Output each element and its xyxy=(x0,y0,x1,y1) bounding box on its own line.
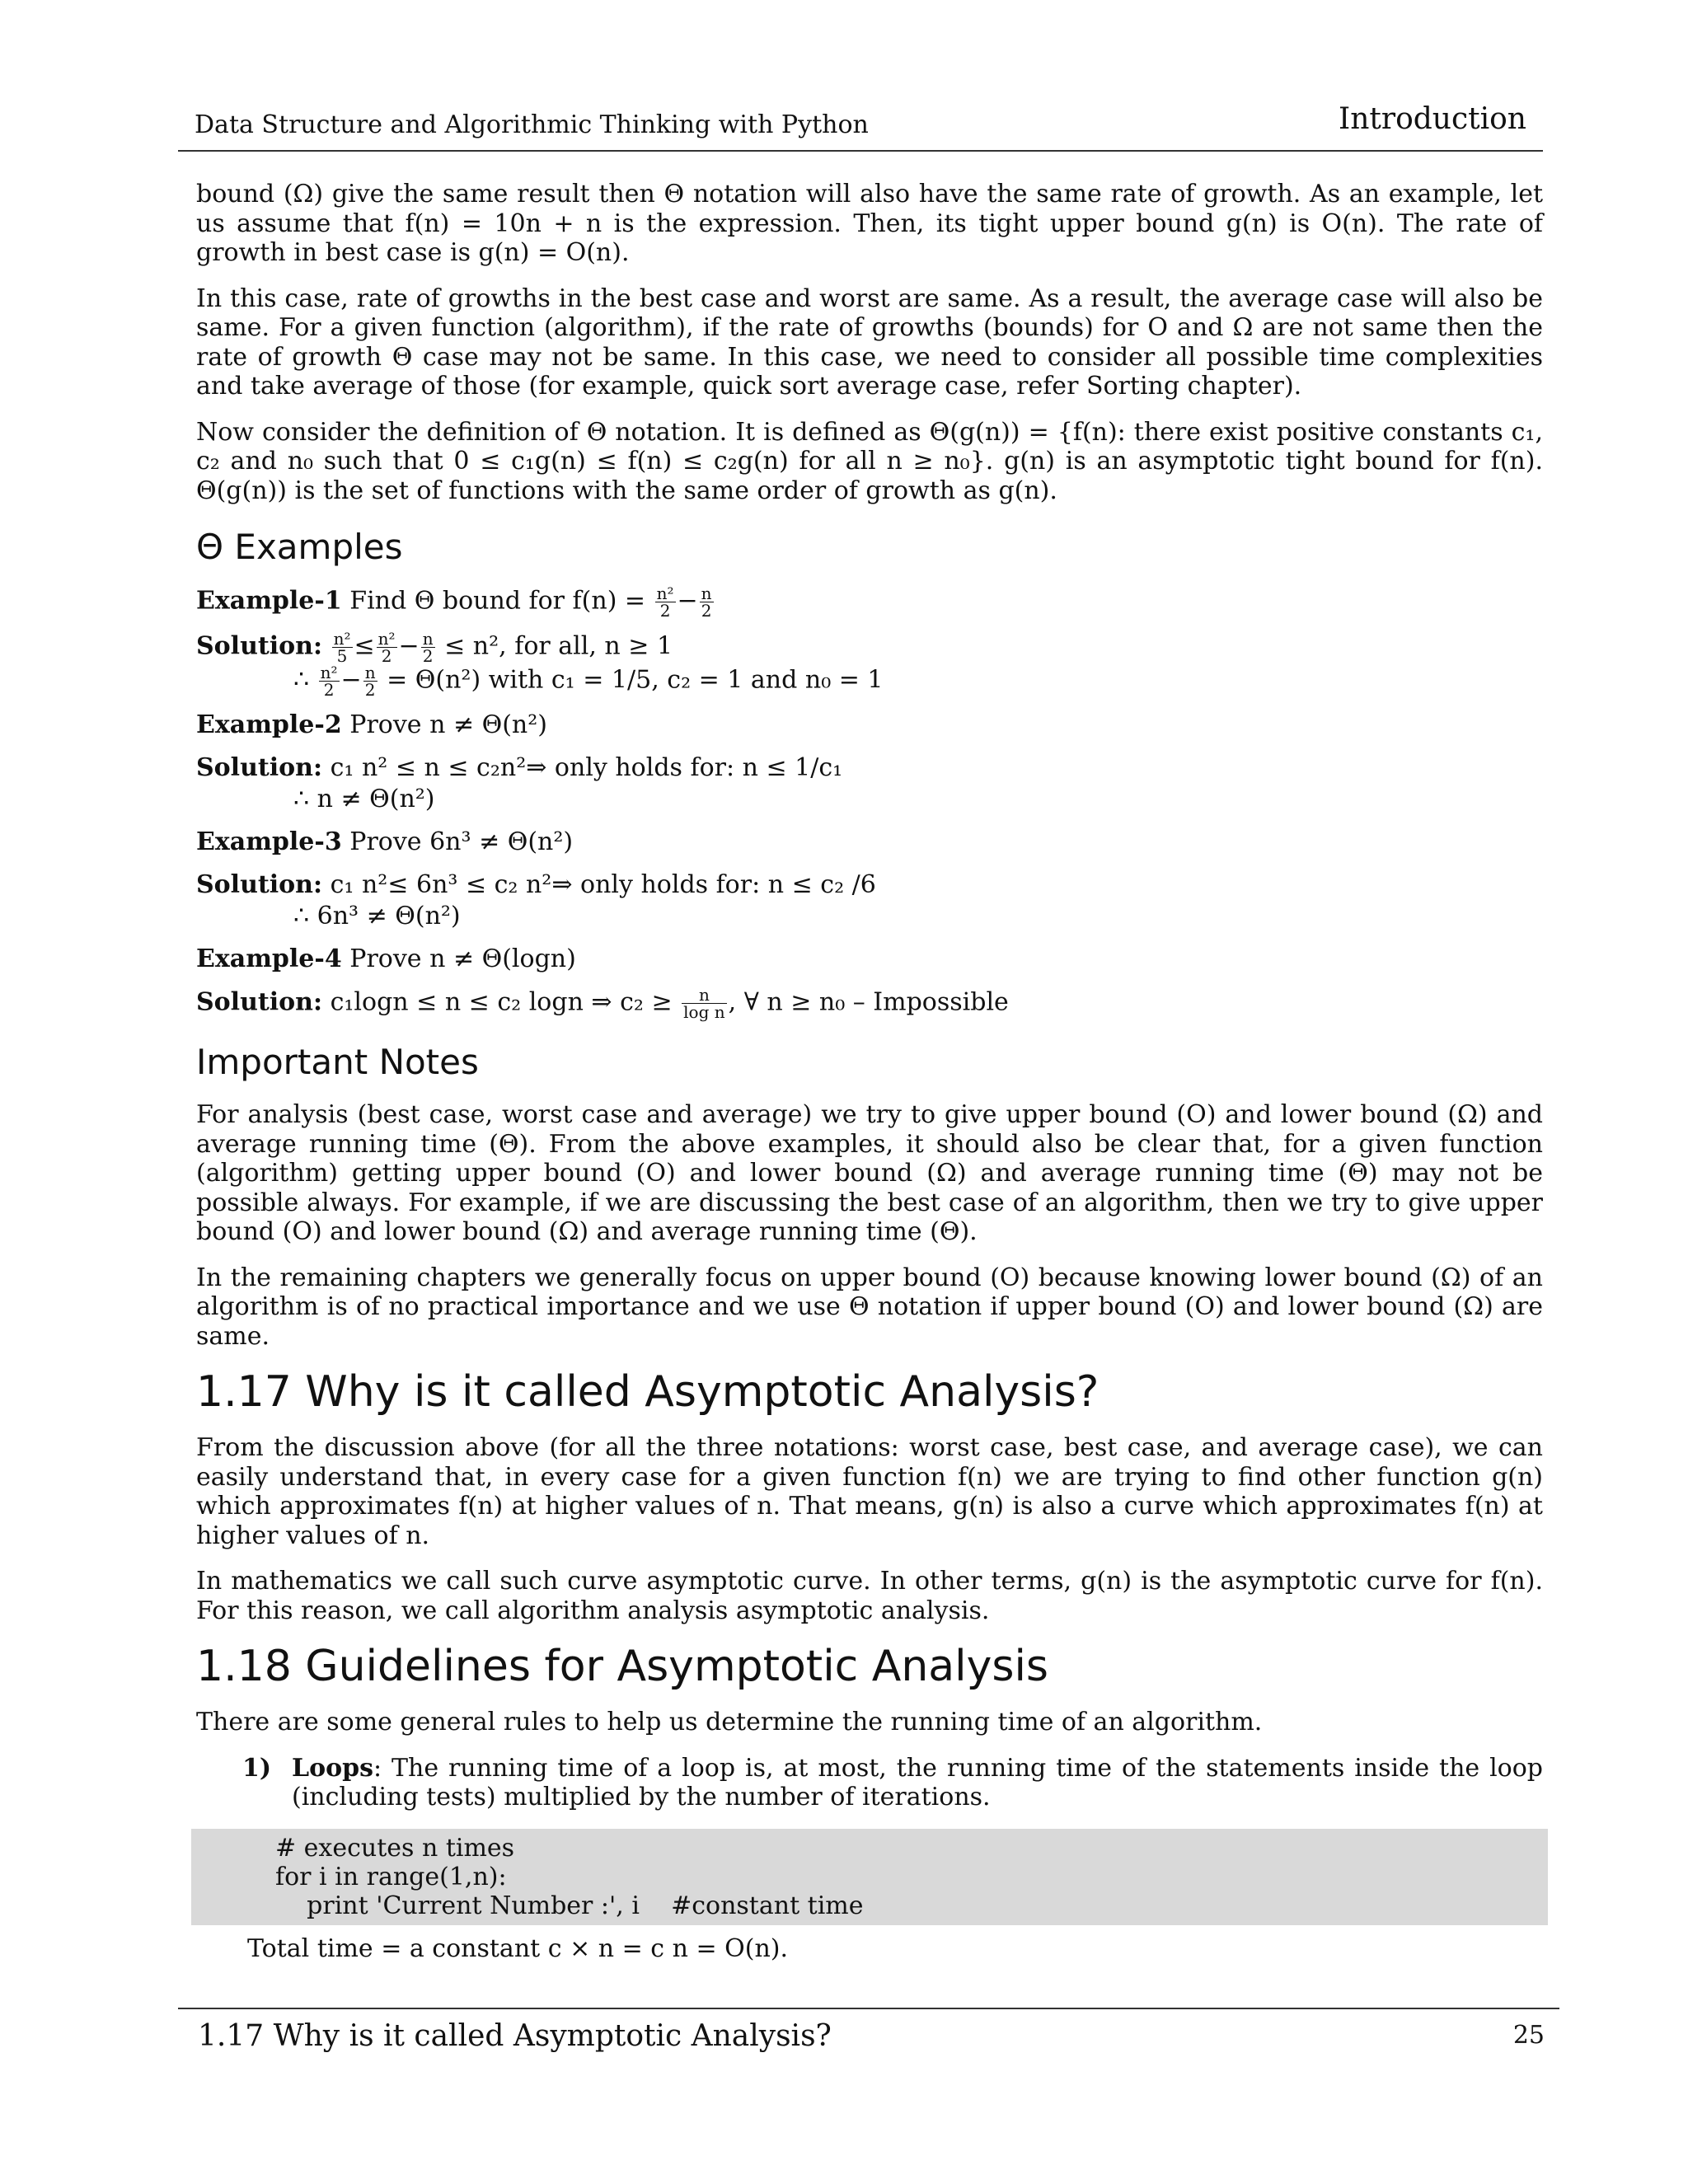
list-item-title: Loops xyxy=(292,1753,373,1783)
paragraph-theta-intro: bound (Ω) give the same result then Θ notation will also have the same rate of growth. As an example, let us assume that f(n) = 10n + n is the expression. Then, its tight upper bound g(n) is O(n). The rate of growth in best case is g(n) = O(n). xyxy=(196,180,1543,267)
example-2 xyxy=(196,710,1543,741)
important-notes-paragraph-1: For analysis (best case, worst case and average) we try to give upper bound (O) and lower bound (Ω) and average running time (Θ). From the above examples, it should also be clear that, for a given function (algorithm) getting upper bound (O) and lower bound (Ω) and average running time (Θ) may not be possible always. For example, if we are discussing the best case of an algorithm, then we try to give upper bound (O) and lower bound (Ω) and average running time (Θ). xyxy=(196,1100,1543,1246)
code-line: print 'Current Number :', i #constant time xyxy=(275,1891,864,1920)
solution-label: Solution: xyxy=(196,631,323,661)
example-4-label: Example-4 xyxy=(196,944,342,973)
solution-3-line-1: c₁ n²≤ 6n³ ≤ c₂ n²⇒ only holds for: n ≤ c₂ /6 xyxy=(330,870,876,899)
solution-2: Solution: c₁ n² ≤ n ≤ c₂n²⇒ only holds for: n ≤ 1/c₁ ∴ n ≠ Θ(n²) xyxy=(196,752,1543,815)
important-notes-heading: Important Notes xyxy=(196,1042,479,1082)
list-item-text: : The running time of a loop is, at most, the running time of the statements inside the loop (including tests) multiplied by the number of iterations. xyxy=(292,1753,1543,1811)
page-header xyxy=(178,101,1543,152)
book-title: Data Structure and Algorithmic Thinking with Python xyxy=(195,110,869,139)
section-1-17-paragraph-2: In mathematics we call such curve asymptotic curve. In other terms, g(n) is the asymptotic curve for f(n). For this reason, we call algorithm analysis asymptotic analysis. xyxy=(196,1567,1543,1625)
fraction-n-over-2: $\frac{n}{2}$ xyxy=(701,583,712,621)
chapter-title: Introduction xyxy=(1339,102,1526,136)
code-line: # executes n times xyxy=(275,1833,515,1863)
solution-1-constants: = Θ(n²) with c₁ = 1/5, c₂ = 1 and n₀ = 1 xyxy=(387,665,884,695)
example-1-text: Find Θ bound for f(n) = xyxy=(349,586,646,616)
code-line: for i in range(1,n): xyxy=(275,1862,507,1891)
example-2-text: Prove n ≠ Θ(n²) xyxy=(349,710,547,739)
page-body xyxy=(196,180,1543,1965)
example-3 xyxy=(196,827,1543,858)
solution-4: Solution: c₁logn ≤ n ≤ c₂ logn ⇒ c₂ ≥ $\frac{n}{\text{log n}}$ , ∀ n ≥ n₀ – Impossible xyxy=(196,985,1009,1022)
section-1-18-intro: There are some general rules to help us determine the running time of an algorithm. xyxy=(196,1708,1263,1736)
example-3-label: Example-3 xyxy=(196,827,342,856)
footer-section-title: 1.17 Why is it called Asymptotic Analysis? xyxy=(198,2019,832,2053)
fraction-n-over-logn: $\frac{n}{\text{log n}}$ xyxy=(683,985,725,1022)
solution-2-line-2: ∴ n ≠ Θ(n²) xyxy=(293,785,435,813)
solution-3: Solution: c₁ n²≤ 6n³ ≤ c₂ n²⇒ only holds for: n ≤ c₂ /6 ∴ 6n³ ≠ Θ(n²) xyxy=(196,869,1543,932)
example-1-label: Example-1 xyxy=(196,586,342,616)
list-item-number: 1) xyxy=(242,1753,272,1783)
section-1-17-heading: 1.17 Why is it called Asymptotic Analysis? xyxy=(196,1367,1100,1417)
page-number: 25 xyxy=(1512,2021,1545,2050)
fraction-n2-over-2: $\frac{\text{n²}}{2}$ xyxy=(656,583,674,621)
section-1-18-heading: 1.18 Guidelines for Asymptotic Analysis xyxy=(196,1642,1049,1691)
solution-1: Solution: $\frac{\text{n²}}{5}$ ≤ $\frac{\text{n²}}{2}$ − $\frac{n}{2}$ ≤ n², for all, n ≥ 1 ∴ $\frac{\text{n²}}{2}$ − $\frac{n}{2}$ = Θ(n²) with c₁ = 1/5, c₂ = 1 and n₀ = 1 xyxy=(196,629,884,700)
total-time-line: Total time = a constant c × n = c n = O(n). xyxy=(247,1933,789,1963)
theta-examples-heading: Θ Examples xyxy=(196,527,403,567)
solution-3-line-2: ∴ 6n³ ≠ Θ(n²) xyxy=(293,902,461,930)
solution-2-line-1: c₁ n² ≤ n ≤ c₂n²⇒ only holds for: n ≤ 1/c₁ xyxy=(330,753,843,782)
solution-4-line-1: c₁logn ≤ n ≤ c₂ logn ⇒ c₂ ≥ xyxy=(330,987,673,1017)
list-item-loops xyxy=(196,1754,1543,1812)
paragraph-theta-definition: Now consider the definition of Θ notation. It is defined as Θ(g(n)) = {f(n): there exist positive constants c₁, c₂ and n₀ such that 0 ≤ c₁g(n) ≤ f(n) ≤ c₂g(n) for all n ≥ n₀}. g(n) is an asymptotic tight bound for f(n). Θ(g(n)) is the set of functions with the same order of growth as g(n). xyxy=(196,417,1543,505)
code-block xyxy=(191,1829,1548,1925)
section-1-17-paragraph-1: From the discussion above (for all the three notations: worst case, best case, and average case), we can easily understand that, in every case for a given function f(n) we are trying to find other function g(n) which approximates f(n) at higher values of n. That means, g(n) is also a curve which approximates f(n) at higher values of n. xyxy=(196,1433,1543,1550)
example-4 xyxy=(196,944,1543,975)
solution-1-tail: ≤ n², for all, n ≥ 1 xyxy=(444,631,673,661)
important-notes-paragraph-2: In the remaining chapters we generally focus on upper bound (O) because knowing lower bound (Ω) of an algorithm is of no practical importance and we use Θ notation if upper bound (O) and lower bound (Ω) are same. xyxy=(196,1263,1543,1351)
example-1: Example-1 Find Θ bound for f(n) = $\frac{\text{n²}}{2}$ − $\frac{n}{2}$ xyxy=(196,583,712,621)
example-2-label: Example-2 xyxy=(196,710,342,739)
fraction-n2-over-5: $\frac{\text{n²}}{5}$ xyxy=(333,629,351,666)
solution-4-tail: , ∀ n ≥ n₀ – Impossible xyxy=(728,987,1009,1017)
paragraph-rate-of-growth: In this case, rate of growths in the best case and worst are same. As a result, the average case will also be same. For a given function (algorithm), if the rate of growths (bounds) for O and Ω are not same then the rate of growth Θ case may not be same. In this case, we need to consider all possible time complexities and take average of those (for example, quick sort average case, refer Sorting chapter). xyxy=(196,284,1543,401)
example-4-text: Prove n ≠ Θ(logn) xyxy=(349,944,576,973)
example-3-text: Prove 6n³ ≠ Θ(n²) xyxy=(349,827,574,856)
page-footer xyxy=(178,2008,1559,2053)
